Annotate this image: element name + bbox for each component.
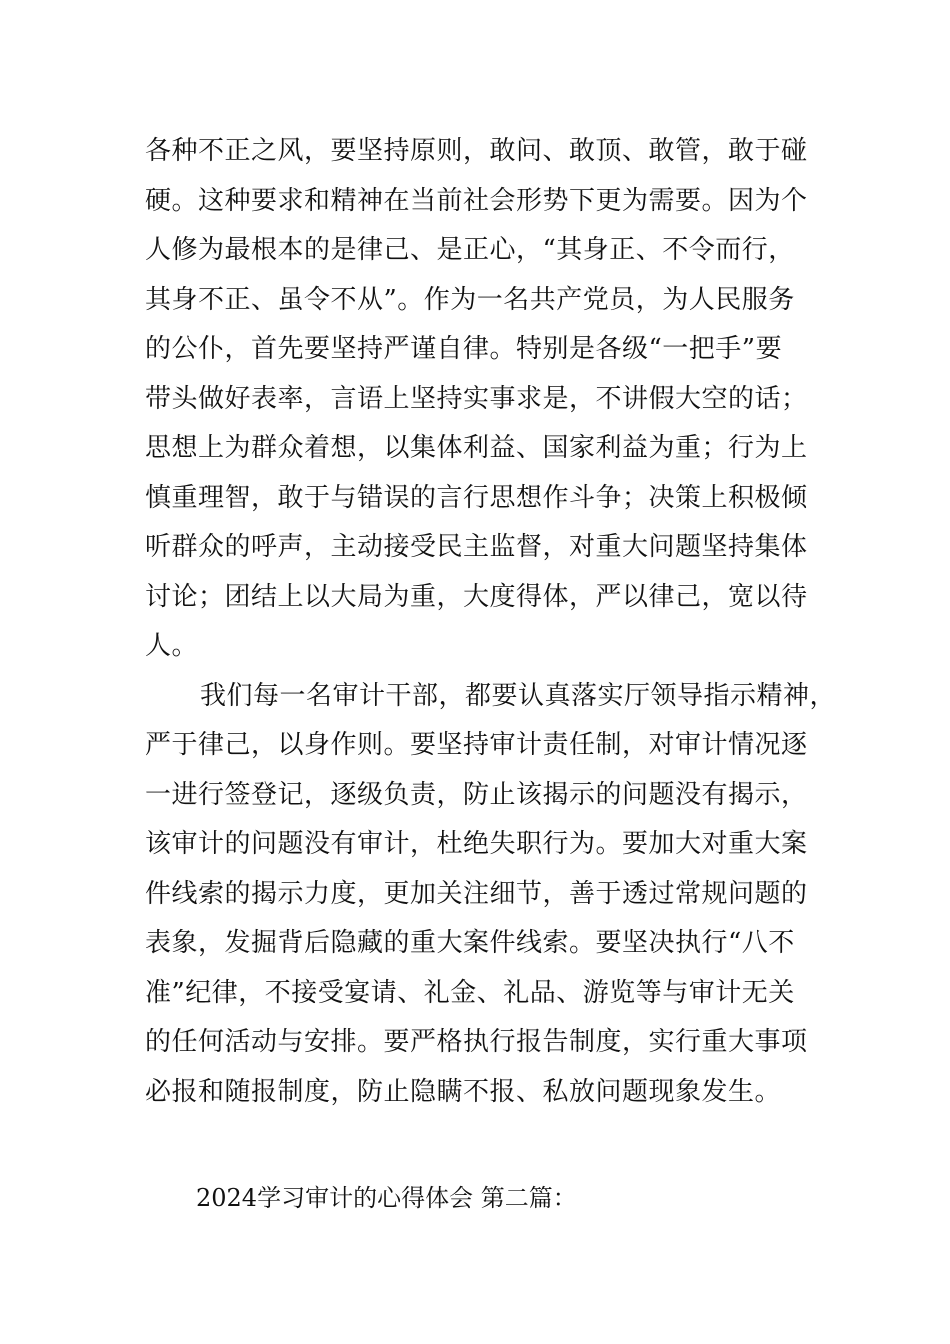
paragraph-2-line-3: 一进行签登记，逐级负责，防止该揭示的问题没有揭示， [145, 780, 808, 810]
paragraph-1-line-7: 思想上为群众着想，以集体利益、国家利益为重；行为上 [145, 433, 808, 463]
paragraph-1-line-8: 慎重理智，敢于与错误的言行思想作斗争；决策上积极倾 [145, 483, 808, 513]
paragraph-1-line-10: 讨论；团结上以大局为重，大度得体，严以律己，宽以待 [145, 582, 808, 612]
paragraph-2-line-6: 表象，发掘背后隐藏的重大案件线索。要坚决执行“八不 [145, 928, 795, 958]
paragraph-1-line-1: 各种不正之风，要坚持原则，敢问、敢顶、敢管，敢于碰 [145, 136, 808, 166]
paragraph-2-line-8: 的任何活动与安排。要严格执行报告制度，实行重大事项 [145, 1027, 808, 1057]
paragraph-2-line-4: 该审计的问题没有审计，杜绝失职行为。要加大对重大案 [145, 829, 808, 859]
paragraph-1-line-9: 听群众的呼声，主动接受民主监督，对重大问题坚持集体 [145, 532, 808, 562]
section-heading: 2024学习审计的心得体会 第二篇： [196, 1184, 577, 1212]
paragraph-2-line-9: 必报和随报制度，防止隐瞒不报、私放问题现象发生。 [145, 1077, 782, 1107]
paragraph-1-line-5: 的公仆，首先要坚持严谨自律。特别是各级“一把手”要 [145, 334, 783, 364]
paragraph-2-line-1: 我们每一名审计干部，都要认真落实厅领导指示精神， [200, 681, 837, 711]
paragraph-2-line-2: 严于律己，以身作则。要坚持审计责任制，对审计情况逐 [145, 730, 808, 760]
paragraph-1-line-11: 人。 [145, 631, 199, 661]
paragraph-1-line-3: 人修为最根本的是律己、是正心，“其身正、不令而行， [145, 235, 795, 265]
paragraph-2-line-5: 件线索的揭示力度，更加关注细节，善于透过常规问题的 [145, 879, 808, 909]
paragraph-1-line-2: 硬。这种要求和精神在当前社会形势下更为需要。因为个 [145, 186, 808, 216]
paragraph-1-line-4: 其身不正、虽令不从”。作为一名共产党员，为人民服务 [145, 285, 795, 315]
paragraph-1-line-6: 带头做好表率，言语上坚持实事求是，不讲假大空的话； [145, 384, 808, 414]
paragraph-2-line-7: 准”纪律，不接受宴请、礼金、礼品、游览等与审计无关 [145, 978, 795, 1008]
